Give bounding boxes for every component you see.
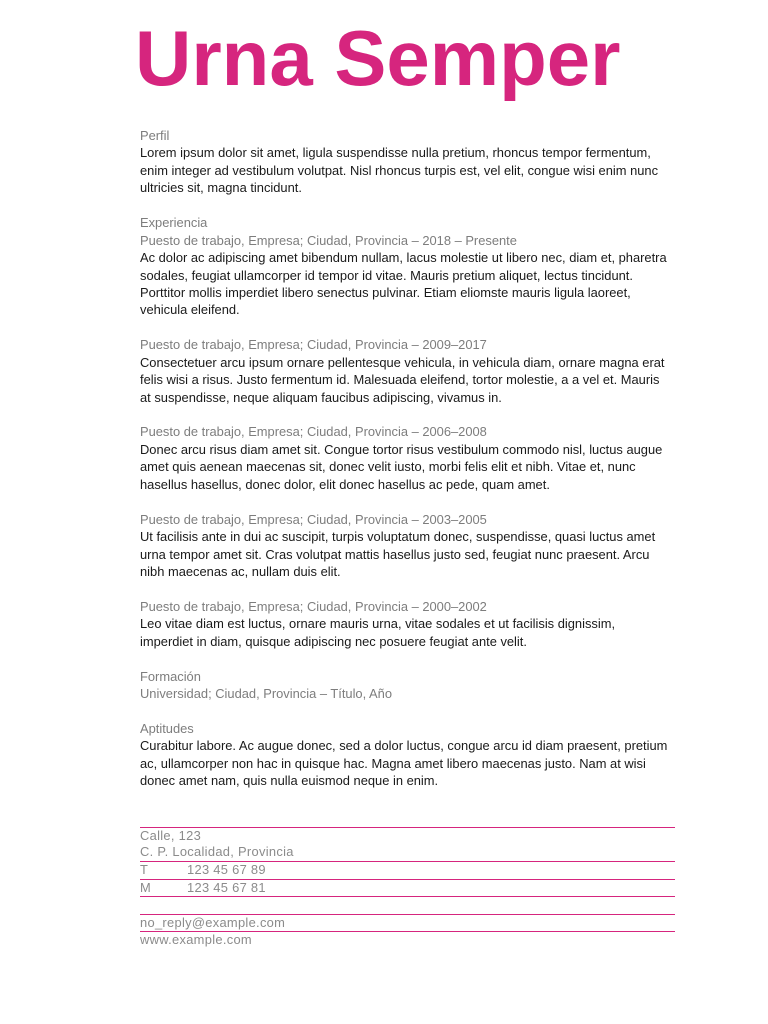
job-description-line: at suspendisse, neque aliquam faucibus adipiscing, vivamus in.: [140, 389, 502, 405]
website-link[interactable]: www.example.com: [140, 932, 252, 948]
job-description-line: urna tempor amet sit. Cras volutpat mattis hasellus justo sed, feugiat nunc praesent. Arcu: [140, 546, 650, 562]
experience-heading: Experiencia: [140, 215, 208, 231]
job-description-line: Porttitor mollis imperdiet libero senectus pulvinar. Etiam eliomste mauris ligula laoreet,: [140, 284, 631, 300]
skills-text-line: donec amet nam, quis nulla euismod neque in enim.: [140, 773, 439, 789]
phone-row: [140, 861, 675, 879]
job-description-line: sodales, feugiat ullamcorper id tempor id vitae. Mauris pretium aliquet, lectus tincidunt.: [140, 267, 633, 283]
address-row: [140, 827, 675, 861]
job-title: Puesto de trabajo, Empresa; Ciudad, Provincia – 2000–2002: [140, 598, 487, 614]
address-line: C. P. Localidad, Provincia: [140, 844, 294, 859]
job-title: Puesto de trabajo, Empresa; Ciudad, Provincia – 2009–2017: [140, 337, 487, 353]
experience-section: [140, 214, 700, 650]
skills-section: [140, 720, 700, 790]
website-row: [140, 931, 675, 949]
job-entry: [140, 336, 700, 406]
education-section: [140, 668, 700, 703]
profile-text-line: enim integer ad vestibulum volutpat. Nisl rhoncus turpis est, vel elit, congue wisi enim nunc: [140, 162, 659, 178]
email-link[interactable]: no_reply@example.com: [140, 914, 286, 930]
job-entry: [140, 232, 700, 319]
profile-text-line: ultricies sit, magna tincidunt.: [140, 180, 302, 196]
job-entry: [140, 598, 700, 650]
contact-footer: [140, 827, 675, 949]
job-description-line: hasellus hasellus, donec dolor, elit donec hasellus ac pede, quam amet.: [140, 476, 550, 492]
profile-heading: Perfil: [140, 128, 170, 143]
profile-section: [140, 127, 700, 197]
skills-text-line: Curabitur labore. Ac augue donec, sed a dolor luctus, congue arcu id diam praesent, pretium: [140, 738, 668, 754]
job-description-line: felis wisi a risus. Justo fermentum id. Malesuada eleifend, tortor molestie, a a vel et. Mauris: [140, 372, 660, 388]
education-entry: Universidad; Ciudad, Provincia – Título, Año: [140, 686, 392, 701]
job-entry: [140, 511, 700, 581]
job-description-line: Consectetuer arcu ipsum ornare pellentesque vehicula, in vehicula diam, ornare magna erat: [140, 354, 665, 370]
phone-label: M: [140, 879, 152, 895]
job-description-line: Donec arcu risus diam amet sit. Congue tortor risus vestibulum commodo nisl, luctus augue: [140, 441, 663, 457]
address-line: Calle, 123: [140, 828, 202, 843]
job-description-line: vehicula eleifend.: [140, 302, 240, 318]
email-row: [140, 914, 675, 932]
phone-label: T: [140, 862, 149, 877]
job-entry: [140, 423, 700, 493]
job-description-line: Ut facilisis ante in dui ac suscipit, turpis voluptatum donec, suspendisse, quasi luctus amet: [140, 529, 656, 545]
phone-number: 123 45 67 81: [187, 879, 266, 895]
job-title: Puesto de trabajo, Empresa; Ciudad, Provincia – 2006–2008: [140, 424, 487, 440]
footer-empty-row: [140, 896, 675, 914]
education-heading: Formación: [140, 668, 201, 684]
phone-number: 123 45 67 89: [187, 862, 266, 877]
job-description-line: imperdiet in diam, quisque adipiscing nec posuere feugiat ante velit.: [140, 633, 527, 649]
skills-text-line: ac, ullamcorper non hac in quisque hac. Magna amet libero maecenas justo. Nam at wisi: [140, 755, 646, 771]
job-description-line: Leo vitae diam est luctus, ornare mauris urna, vitae sodales et ut facilisis dignissim,: [140, 616, 616, 632]
job-description-line: nibh maecenas ac, nullam duis elit.: [140, 563, 341, 579]
job-description-line: amet quis aenean maecenas sit, donec velit iusto, morbi felis elit et nibh. Vitae et, nunc: [140, 459, 636, 475]
phone-row: [140, 879, 675, 897]
resume-body: [140, 127, 700, 790]
skills-heading: Aptitudes: [140, 720, 194, 736]
job-title: Puesto de trabajo, Empresa; Ciudad, Provincia – 2003–2005: [140, 511, 487, 527]
job-title: Puesto de trabajo, Empresa; Ciudad, Provincia – 2018 – Presente: [140, 232, 517, 248]
profile-text-line: Lorem ipsum dolor sit amet, ligula suspendisse nulla pretium, rhoncus tempor fermentum,: [140, 145, 651, 161]
job-description-line: Ac dolor ac adipiscing amet bibendum nullam, lacus molestie ut libero nec, diam et, pharetra: [140, 250, 667, 266]
resume-name-title: Urna Semper: [135, 14, 621, 102]
